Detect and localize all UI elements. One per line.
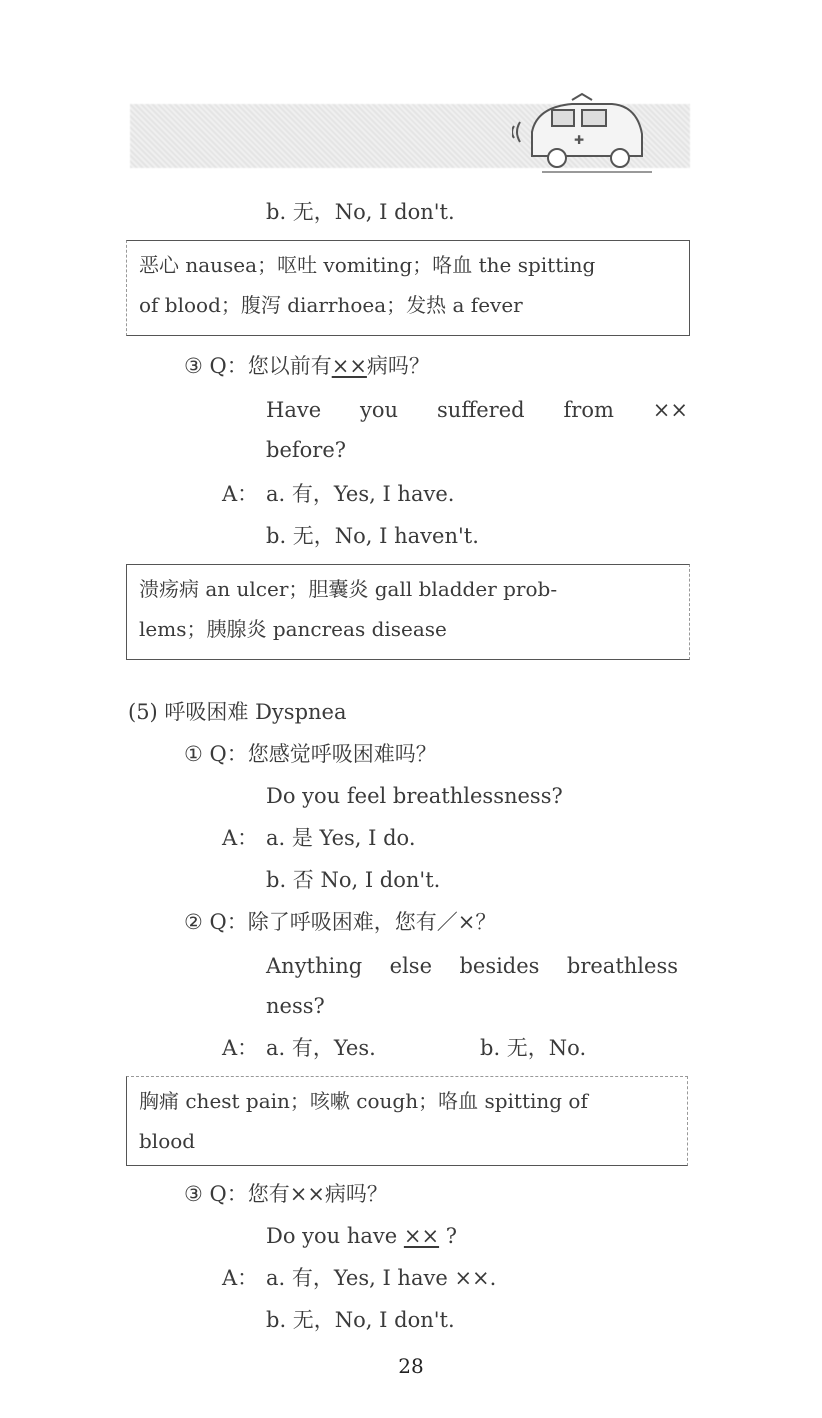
answer-label: A： — [222, 826, 259, 850]
question-en: Do you feel breathlessness? — [266, 784, 563, 808]
question-label: ③ Q： — [184, 1182, 248, 1206]
vocabulary-box — [126, 564, 690, 660]
answer-line: a. 有，Yes, I have. — [266, 482, 455, 506]
vocab-line: 恶心 nausea；呕吐 vomiting；咯血 the spitting — [139, 253, 596, 277]
answer-line: a. 有，Yes. — [266, 1036, 376, 1060]
question-en-text: ? — [439, 1224, 458, 1248]
vocab-line: 胸痛 chest pain；咳嗽 cough；咯血 spitting of — [139, 1089, 588, 1113]
question-cn: 除了呼吸困难，您有／×？ — [247, 910, 497, 934]
question-en — [266, 1222, 457, 1250]
question-en: Anything else besides breathless — [266, 954, 678, 978]
vocab-line: of blood；腹泻 diarrhoea；发热 a fever — [139, 293, 523, 317]
answer-label: A： — [222, 1266, 259, 1290]
answer-line: b. 无，No, I don't. — [266, 200, 455, 224]
vocab-line: lems；胰腺炎 pancreas disease — [139, 617, 447, 641]
question-line — [184, 1180, 388, 1208]
vocab-line: 溃疡病 an ulcer；胆囊炎 gall bladder prob- — [139, 577, 558, 601]
answer-label: A： — [222, 482, 259, 506]
answer-line: b. 无，No, I don't. — [266, 1308, 455, 1332]
vocabulary-box — [126, 1076, 688, 1166]
svg-text:✚: ✚ — [574, 133, 585, 147]
answer-line: b. 无，No. — [480, 1036, 587, 1060]
question-cn: 您感觉呼吸困难吗？ — [247, 742, 437, 766]
question-en-text: Do you have — [266, 1224, 404, 1248]
answer-line: a. 是 Yes, I do. — [266, 826, 416, 850]
section-heading: (5) 呼吸困难 Dyspnea — [128, 700, 347, 724]
question-cn: 您有××病吗？ — [247, 1182, 388, 1206]
ambulance-car-icon — [512, 92, 662, 182]
question-line — [184, 740, 437, 768]
placeholder-underlined: ×× — [331, 354, 367, 378]
answer-line: b. 否 No, I don't. — [266, 868, 441, 892]
question-en: Have you suffered from ×× — [266, 398, 688, 422]
question-line — [184, 908, 496, 936]
vocab-line: blood — [139, 1129, 196, 1153]
answer-line: b. 无，No, I haven't. — [266, 524, 479, 548]
answer-line: a. 有，Yes, I have ××. — [266, 1266, 497, 1290]
vocabulary-box — [126, 240, 690, 336]
question-en: ness? — [266, 994, 325, 1018]
question-label: ③ Q： — [184, 354, 248, 378]
question-cn: 您以前有 — [247, 354, 332, 378]
answer-label: A： — [222, 1036, 259, 1060]
question-line — [184, 352, 430, 380]
question-en: before? — [266, 438, 347, 462]
page-number: 28 — [398, 1354, 424, 1378]
placeholder-underlined: ×× — [403, 1224, 440, 1248]
question-label: ② Q： — [184, 910, 248, 934]
question-cn: 病吗？ — [366, 354, 430, 378]
question-label: ① Q： — [184, 742, 248, 766]
